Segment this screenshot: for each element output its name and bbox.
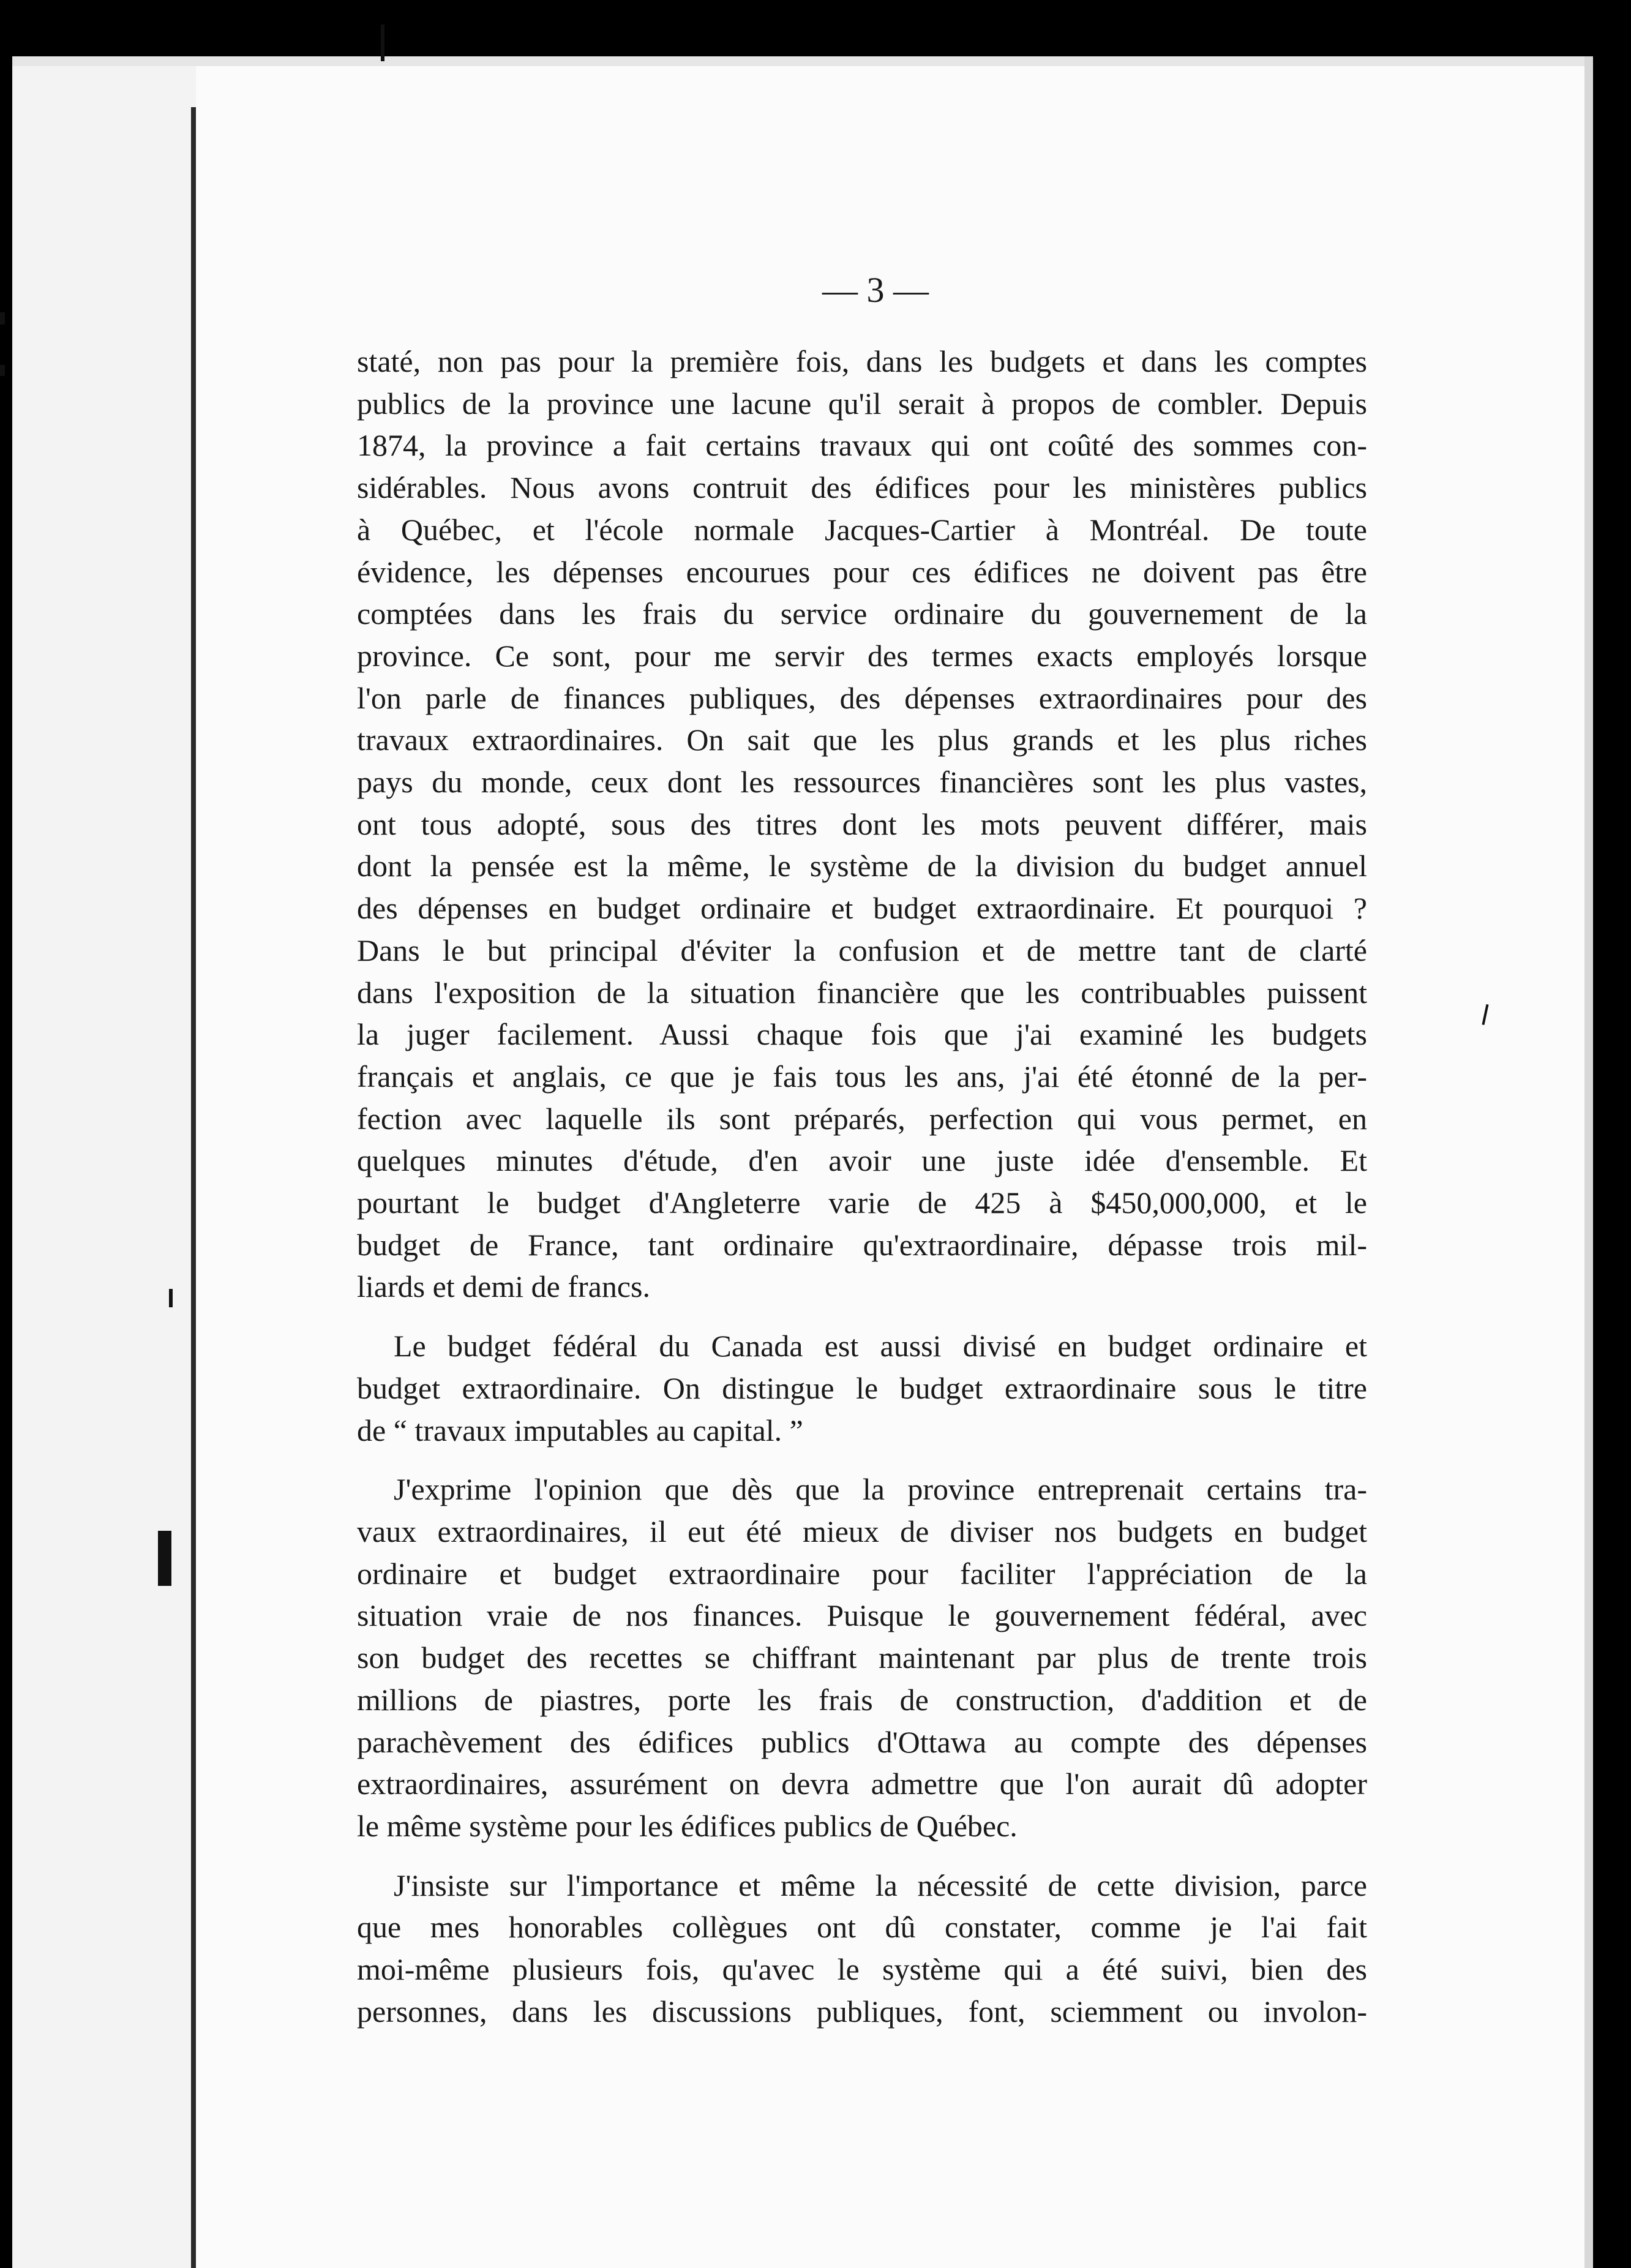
text-line: sidérables. Nous avons contruit des édifices pour les ministères publics bbox=[357, 470, 1367, 505]
text-line: ordinaire et budget extraordinaire pour faciliter l'appréciation de la bbox=[357, 1556, 1367, 1591]
text-line: parachèvement des édifices publics d'Ottawa au compte des dépenses bbox=[357, 1724, 1367, 1759]
scan-mark-left-2 bbox=[0, 365, 5, 376]
text-line: fection avec laquelle ils sont préparés, perfection qui vous permet, en bbox=[357, 1101, 1367, 1136]
paragraph-3 bbox=[357, 1468, 1367, 1847]
scan-mark-left-1 bbox=[0, 312, 5, 325]
text-line: personnes, dans les discussions publiques, font, sciemment ou involon- bbox=[357, 1994, 1367, 2029]
scan-mark-fold-2 bbox=[158, 1531, 171, 1586]
binding-fold bbox=[12, 56, 196, 2268]
text-line: budget de France, tant ordinaire qu'extraordinaire, dépasse trois mil- bbox=[357, 1227, 1367, 1262]
page-body bbox=[357, 340, 1367, 2032]
text-line: que mes honorables collègues ont dû constater, comme je l'ai fait bbox=[357, 1910, 1367, 1945]
text-line: moi-même plusieurs fois, qu'avec le système qui a été suivi, bien des bbox=[357, 1952, 1367, 1987]
text-line: budget extraordinaire. On distingue le budget extraordinaire sous le titre bbox=[357, 1370, 1367, 1405]
text-line: dont la pensée est la même, le système de la division du budget annuel bbox=[357, 849, 1367, 884]
text-line: Le budget fédéral du Canada est aussi divisé en budget ordinaire et bbox=[394, 1329, 1367, 1364]
text-line: de “ travaux imputables au capital. ” bbox=[357, 1413, 803, 1448]
text-line: vaux extraordinaires, il eut été mieux de diviser nos budgets en budget bbox=[357, 1514, 1367, 1549]
text-line: dans l'exposition de la situation financière que les contribuables puissent bbox=[357, 975, 1367, 1010]
text-line: travaux extraordinaires. On sait que les plus grands et les plus riches bbox=[357, 723, 1367, 757]
text-line: la juger facilement. Aussi chaque fois que j'ai examiné les budgets bbox=[357, 1017, 1367, 1052]
text-line: ont tous adopté, sous des titres dont les mots peuvent différer, mais bbox=[357, 806, 1367, 841]
text-line: liards et demi de francs. bbox=[357, 1269, 650, 1304]
text-line: staté, non pas pour la première fois, dans les budgets et dans les comptes bbox=[357, 344, 1367, 378]
paragraph-2 bbox=[357, 1325, 1367, 1451]
scan-mark-top bbox=[381, 24, 384, 61]
text-line: pourtant le budget d'Angleterre varie de 425 à $450,000,000, et le bbox=[357, 1185, 1367, 1220]
scan-mark-fold-1 bbox=[169, 1289, 173, 1307]
text-line: des dépenses en budget ordinaire et budget extraordinaire. Et pourquoi ? bbox=[357, 891, 1367, 926]
text-line: situation vraie de nos finances. Puisque le gouvernement fédéral, avec bbox=[357, 1598, 1367, 1633]
text-line: son budget des recettes se chiffrant maintenant par plus de trente trois bbox=[357, 1640, 1367, 1675]
text-line: extraordinaires, assurément on devra admettre que l'on aurait dû adopter bbox=[357, 1767, 1367, 1801]
text-line: à Québec, et l'école normale Jacques-Cartier à Montréal. De toute bbox=[357, 512, 1367, 547]
paragraph-4 bbox=[357, 1864, 1367, 2033]
paragraph-1 bbox=[357, 340, 1367, 1308]
text-line: 1874, la province a fait certains travaux qui ont coûté des sommes con- bbox=[357, 428, 1367, 463]
text-line: J'insiste sur l'importance et même la nécessité de cette division, parce bbox=[394, 1868, 1367, 1902]
text-line: quelques minutes d'étude, d'en avoir une juste idée d'ensemble. Et bbox=[357, 1143, 1367, 1178]
text-line: comptées dans les frais du service ordinaire du gouvernement de la bbox=[357, 596, 1367, 631]
text-line: l'on parle de finances publiques, des dépenses extraordinaires pour des bbox=[357, 680, 1367, 715]
page-number: — 3 — bbox=[822, 270, 929, 310]
text-line: pays du monde, ceux dont les ressources financières sont les plus vastes, bbox=[357, 765, 1367, 800]
text-line: publics de la province une lacune qu'il serait à propos de combler. Depuis bbox=[357, 386, 1367, 421]
text-line: français et anglais, ce que je fais tous les ans, j'ai été étonné de la per- bbox=[357, 1059, 1367, 1094]
right-page-edge bbox=[1584, 56, 1593, 2268]
text-line: J'exprime l'opinion que dès que la province entreprenait certains tra- bbox=[394, 1472, 1367, 1507]
text-line: province. Ce sont, pour me servir des termes exacts employés lorsque bbox=[357, 638, 1367, 673]
text-line: le même système pour les édifices publics de Québec. bbox=[357, 1808, 1018, 1843]
text-line: Dans le but principal d'éviter la confusion et de mettre tant de clarté bbox=[357, 933, 1367, 967]
text-line: millions de piastres, porte les frais de construction, d'addition et de bbox=[357, 1682, 1367, 1717]
binding-fold-edge bbox=[191, 107, 196, 2268]
text-line: évidence, les dépenses encourues pour ces édifices ne doivent pas être bbox=[357, 554, 1367, 589]
top-edge-strip bbox=[12, 56, 1593, 66]
